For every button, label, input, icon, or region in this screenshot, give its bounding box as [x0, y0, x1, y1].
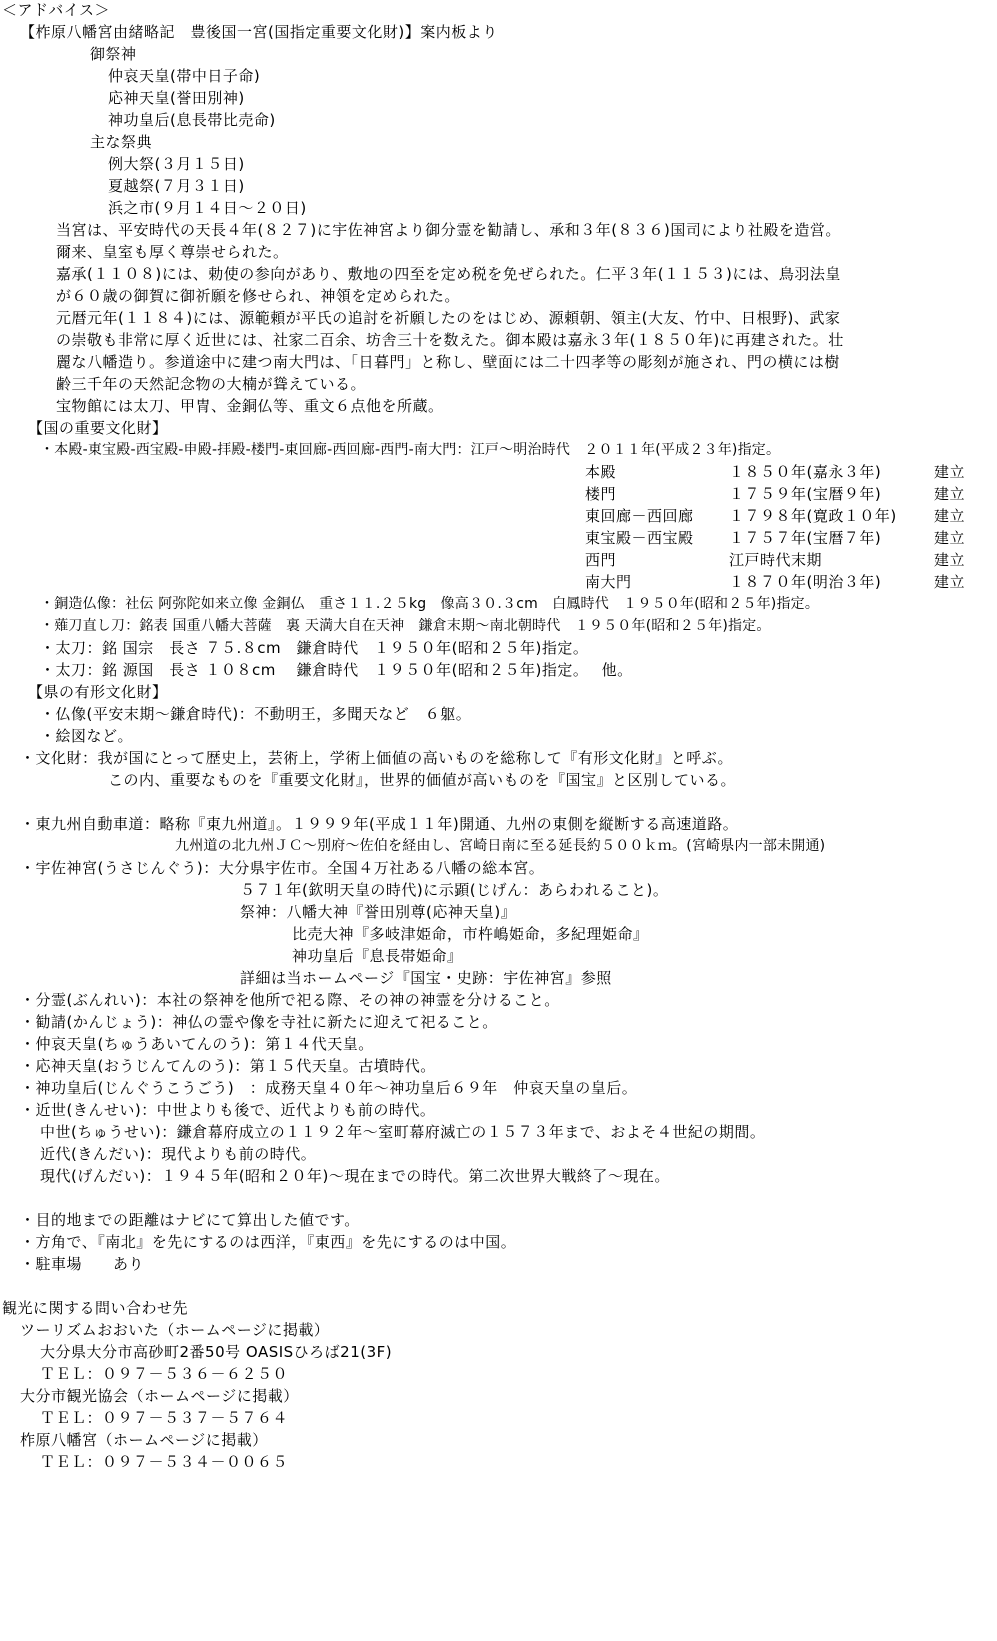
national-item: ・銅造仏像：社伝 阿弥陀如来立像 金銅仏 重さ１１.２５kg 像高３０.３cm 白鳳時代 １９５０年(昭和２５年)指定。 — [40, 596, 820, 612]
festival-item: 夏越祭(７月３１日) — [108, 177, 245, 195]
note-item: ・目的地までの距離はナビにて算出した値です。 — [20, 1211, 360, 1229]
national-item: ・太刀：銘 国宗 長さ ７５.８cm 鎌倉時代 １９５０年(昭和２５年)指定。 — [40, 639, 589, 657]
festival-item: 浜之市(９月１４日～２０日) — [108, 199, 307, 217]
expressway-note: ・東九州自動車道：略称『東九州道』。１９９９年(平成１１年)開通、九州の東側を縦断する高速道路。 — [20, 815, 739, 833]
glossary-item: ・応神天皇(おうじんてんのう)：第１５代天皇。古墳時代。 — [20, 1057, 436, 1075]
festivals-label: 主な祭典 — [90, 133, 153, 151]
history-line: 齢三千年の天然記念物の大楠が聳えている。 — [56, 375, 367, 393]
contact-org: ツーリズムおおいた（ホームページに掲載） — [20, 1321, 330, 1339]
building-name: 東回廊－西回廊 — [585, 507, 694, 525]
building-name: 本殿 — [585, 463, 617, 481]
era-item: 中世(ちゅうせい)：鎌倉幕府成立の１１９２年～室町幕府滅亡の１５７３年まで、およそ４世紀の期間。 — [40, 1123, 766, 1141]
usa-shrine-deities: 祭神：八幡大神『誉田別尊(応神天皇)』 — [240, 903, 517, 921]
history-line: 元暦元年(１１８４)には、源範頼が平氏の追討を祈願したのをはじめ、源頼朝、領主(大友、竹中、日根野)、武家 — [56, 309, 841, 327]
guide-title: 【柞原八幡宮由緒略記 豊後国一宮(国指定重要文化財)】案内板より — [20, 23, 498, 41]
era-item: 近代(きんだい)：現代よりも前の時代。 — [40, 1145, 317, 1163]
glossary-item: ・神功皇后(じんぐうこうごう) ：成務天皇４０年～神功皇后６９年 仲哀天皇の皇后。 — [20, 1079, 638, 1097]
glossary-item: ・近世(きんせい)：中世よりも後で、近代よりも前の時代。 — [20, 1101, 436, 1119]
building-status: 建立 — [934, 573, 966, 591]
history-line: 嘉承(１１０８)には、勅使の参向があり、敷地の四至を定め税を免ぜられた。仁平３年(１１５３)には、鳥羽法皇 — [56, 265, 841, 283]
glossary-item: ・分霊(ぶんれい)：本社の祭神を他所で祀る際、その神の神霊を分けること。 — [20, 991, 560, 1009]
building-name: 東宝殿－西宝殿 — [585, 529, 694, 547]
building-status: 建立 — [934, 485, 966, 503]
expressway-note-cont: 九州道の北九州ＪＣ～別府～佐伯を経由し、宮崎日南に至る延長約５００ｋｍ。(宮崎県内一部未開通) — [175, 838, 826, 854]
history-line: が６０歳の御賀に御祈願を修せられ、神領を定められた。 — [56, 287, 460, 305]
contact-tel: ＴＥＬ：０９７－５３６－６２５０ — [40, 1365, 289, 1383]
cultural-property-note-cont: この内、重要なものを『重要文化財』，世界的価値が高いものを『国宝』と区別している。 — [108, 771, 737, 789]
building-year: １８５０年(嘉永３年) — [729, 463, 882, 481]
era-item: 現代(げんだい)：１９４５年(昭和２０年)～現在までの時代。第二次世界大戦終了～現在。 — [40, 1167, 670, 1185]
history-line: 爾来、皇室も厚く尊崇せられた。 — [56, 243, 289, 261]
cultural-property-note: ・文化財：我が国にとって歴史上，芸術上，学術上価値の高いものを総称して『有形文化財』と呼ぶ。 — [20, 749, 734, 767]
note-item: ・方角で、『南北』を先にするのは西洋，『東西』を先にするのは中国。 — [20, 1233, 517, 1251]
usa-shrine-deities: 神功皇后『息長帯姫命』 — [292, 947, 463, 965]
contact-tel: ＴＥＬ：０９７－５３４－００６５ — [40, 1453, 289, 1471]
glossary-item: ・勧請(かんじょう)：神仏の霊や像を寺社に新たに迎えて祀ること。 — [20, 1013, 498, 1031]
deity-item: 応神天皇(誉田別神) — [108, 89, 245, 107]
building-name: 南大門 — [585, 573, 632, 591]
prefectural-item: ・絵図など。 — [40, 727, 134, 745]
note-item: ・駐車場 あり — [20, 1255, 145, 1273]
history-line: 麗な八幡造り。参道途中に建つ南大門は、「日暮門」と称し、壁面には二十四孝等の彫刻が施され、門の横には樹 — [56, 353, 840, 371]
history-line: 当宮は、平安時代の天長４年(８２７)に宇佐神宮より御分霊を勧請し、承和３年(８３６)国司により社殿を造営。 — [56, 221, 841, 239]
deity-item: 神功皇后(息長帯比売命) — [108, 111, 276, 129]
national-item: ・太刀：銘 源国 長さ １０８cm 鎌倉時代 １９５０年(昭和２５年)指定。 他。 — [40, 661, 633, 679]
building-status: 建立 — [934, 551, 966, 569]
building-status: 建立 — [934, 529, 966, 547]
contact-org: 柞原八幡宮（ホームページに掲載） — [20, 1431, 268, 1449]
usa-shrine-deities: 比売大神『多岐津姫命，市杵嶋姫命，多紀理姫命』 — [292, 925, 649, 943]
deities-label: 御祭神 — [90, 45, 137, 63]
building-name: 西門 — [585, 551, 617, 569]
building-year: １７５９年(宝暦９年) — [729, 485, 882, 503]
contact-address: 大分県大分市高砂町2番50号 OASISひろば21(3F) — [40, 1343, 393, 1361]
prefectural-item: ・仏像(平安末期～鎌倉時代)：不動明王，多聞天など ６躯。 — [40, 705, 472, 723]
national-main-item: ・本殿-東宝殿-西宝殿-申殿-拝殿-楼門-東回廊-西回廊-西門-南大門：江戸～明治時代 ２０１１年(平成２３年)指定。 — [40, 442, 781, 458]
usa-shrine-reference: 詳細は当ホームページ『国宝・史跡：宇佐神宮』参照 — [240, 969, 612, 987]
prefectural-section-title: 【県の有形文化財】 — [28, 683, 168, 701]
usa-shrine-note: ・宇佐神宮(うさじんぐう)：大分県宇佐市。全国４万社ある八幡の総本宮。 — [20, 859, 545, 877]
building-name: 楼門 — [585, 485, 617, 503]
contact-tel: ＴＥＬ：０９７－５３７－５７６４ — [40, 1409, 289, 1427]
building-year: １７９８年(寛政１０年) — [729, 507, 897, 525]
national-section-title: 【国の重要文化財】 — [28, 419, 168, 437]
building-status: 建立 — [934, 507, 966, 525]
festival-item: 例大祭(３月１５日) — [108, 155, 245, 173]
deity-item: 仲哀天皇(帯中日子命) — [108, 67, 261, 85]
building-year: １７５７年(宝暦７年) — [729, 529, 882, 547]
contact-title: 観光に関する問い合わせ先 — [2, 1299, 189, 1317]
page-heading: ＜アドバイス＞ — [2, 1, 111, 19]
national-item: ・薙刀直し刀：銘表 国重八幡大菩薩 裏 天満大自在天神 鎌倉末期～南北朝時代 １９５０年(昭和２５年)指定。 — [40, 618, 771, 634]
building-year: １８７０年(明治３年) — [729, 573, 882, 591]
building-year: 江戸時代末期 — [729, 551, 823, 569]
building-status: 建立 — [934, 463, 966, 481]
history-line: 宝物館には太刀、甲冑、金銅仏等、重文６点他を所蔵。 — [56, 397, 444, 415]
history-line: の崇敬も非常に厚く近世には、社家二百余、坊舎三十を数えた。御本殿は嘉永３年(１８５０年)に再建された。壮 — [56, 331, 844, 349]
contact-org: 大分市観光協会（ホームページに掲載） — [20, 1387, 299, 1405]
glossary-item: ・仲哀天皇(ちゅうあいてんのう)：第１４代天皇。 — [20, 1035, 374, 1053]
usa-shrine-note-cont: ５７１年(欽明天皇の時代)に示顕(じげん：あらわれること)。 — [240, 881, 669, 899]
